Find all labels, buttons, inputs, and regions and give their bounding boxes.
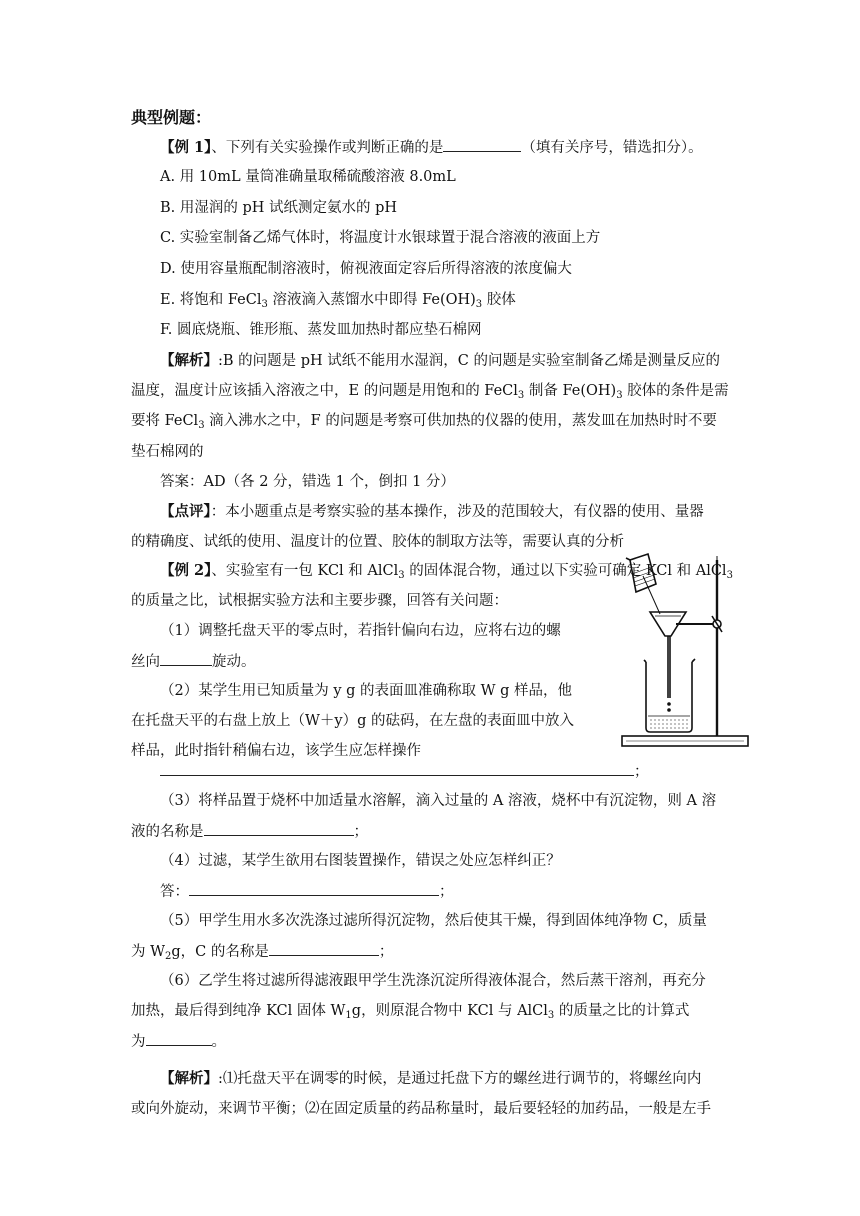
ex1-analysis-line4: 垫石棉网的 — [131, 444, 204, 460]
ex1-option-f: F. 圆底烧瓶、锥形瓶、蒸发皿加热时都应垫石棉网 — [160, 322, 482, 338]
ex1-analysis-line2: 温度，温度计应该插入溶液之中，E 的问题是用饱和的 FeCl$_3$ 制备 $Fe(OH)_3$ 胶体的条件是需 — [131, 383, 729, 401]
ex1-analysis-line1: 【解析】:B 的问题是 pH 试纸不能用水湿润，C 的问题是实验室制备乙烯是测量反应的 — [160, 352, 720, 369]
ex2-analysis-line1: 【解析】:⑴托盘天平在调零的时候，是通过托盘下方的螺丝进行调节的，将螺丝向内 — [160, 1070, 702, 1087]
ex2-q2-line1: （2）某学生用已知质量为 y g 的表面皿准确称取 W g 样品，他 — [160, 683, 573, 699]
ex1-option-d: D. 使用容量瓶配制溶液时，俯视液面定容后所得溶液的浓度偏大 — [160, 261, 572, 277]
ex2-q2-answer-line: ； — [160, 761, 649, 782]
ex2-q6-line2: 加热，最后得到纯净 KCl 固体 $W_1g$，则原混合物中 KCl 与 AlCl$_3$ 的质量之比的计算式 — [131, 1003, 690, 1021]
answer-blank — [269, 941, 379, 956]
ex2-q1-line1: （1）调整托盘天平的零点时，若指针偏向右边，应将右边的螺 — [160, 623, 561, 639]
ex1-option-b: B. 用湿润的 pH 试纸测定氨水的 pH — [160, 200, 398, 216]
ex2-q1-line2: 丝向 旋动。 — [131, 651, 256, 672]
ex1-analysis-line3: 要将 FeCl$_3$ 滴入沸水之中，F 的问题是考察可供加热的仪器的使用，蒸发皿在加热时时不要 — [131, 413, 717, 431]
ex1-comment-line2: 的精确度、试纸的使用、温度计的位置、胶体的制取方法等，需要认真的分析 — [131, 534, 624, 550]
ex1-option-e: E. 将饱和 FeCl$_3$ 溶液滴入蒸馏水中即得 $Fe(OH)_3$ 胶体 — [160, 292, 516, 310]
ex1-option-a: A. 用 10mL 量筒准确量取稀硫酸溶液 8.0mL — [160, 169, 456, 185]
ex2-q4-line1: （4）过滤，某学生欲用右图装置操作，错误之处应怎样纠正？ — [160, 853, 561, 869]
answer-blank — [443, 137, 521, 152]
ex2-q2-line3: 样品，此时指针稍偏右边，该学生应怎样操作 — [131, 743, 421, 759]
ex1-comment-line1: 【点评】：本小题重点是考察实验的基本操作，涉及的范围较大，有仪器的使用、量器 — [160, 503, 704, 520]
ex2-intro-line1: 【例 2】、实验室有一包 KCl 和 AlCl$_3$ 的固体混合物，通过以下实验可确定 KCl 和 AlCl$_3$ — [160, 562, 733, 581]
ex1-option-c: C. 实验室制备乙烯气体时，将温度计水银球置于混合溶液的液面上方 — [160, 230, 601, 246]
section-title: 典型例题： — [131, 108, 212, 127]
answer-blank — [204, 821, 354, 836]
ex2-intro-line2: 的质量之比，试根据实验方法和主要步骤，回答有关问题： — [131, 593, 508, 609]
answer-blank — [160, 651, 212, 666]
ex2-analysis-line2: 或向外旋动，来调节平衡；⑵在固定质量的药品称量时，最后要轻轻的加药品，一般是左手 — [131, 1101, 711, 1117]
ex2-q6-line3: 为 。 — [131, 1031, 226, 1052]
ex2-q3-line1: （3）将样品置于烧杯中加适量水溶解，滴入过量的 A 溶液，烧杯中有沉淀物，则 A 溶 — [160, 793, 717, 809]
filtration-apparatus-figure — [612, 552, 756, 750]
ex2-q3-line2: 液的名称是 ； — [131, 821, 368, 842]
answer-blank — [146, 1031, 212, 1046]
ex2-q6-line1: （6）乙学生将过滤所得滤液跟甲学生洗涤沉淀所得液体混合，然后蒸干溶剂，再充分 — [160, 973, 706, 989]
ex2-q5-line2: 为 $W_2g$，C 的名称是 ； — [131, 941, 393, 962]
answer-blank — [189, 881, 439, 896]
ex1-answer: 答案：AD（各 2 分，错选 1 个，倒扣 1 分） — [160, 474, 455, 490]
ex2-q4-answer: 答： ； — [160, 881, 454, 902]
ex2-q5-line1: （5）甲学生用水多次洗涤过滤所得沉淀物，然后使其干燥，得到固体纯净物 C，质量 — [160, 913, 707, 929]
ex2-q2-line2: 在托盘天平的右盘上放上（W＋y）g 的砝码，在左盘的表面皿中放入 — [131, 713, 574, 729]
ex1-question: 【例 1】、下列有关实验操作或判断正确的是 （填有关序号，错选扣分）。 — [160, 139, 703, 156]
answer-blank — [160, 761, 634, 776]
